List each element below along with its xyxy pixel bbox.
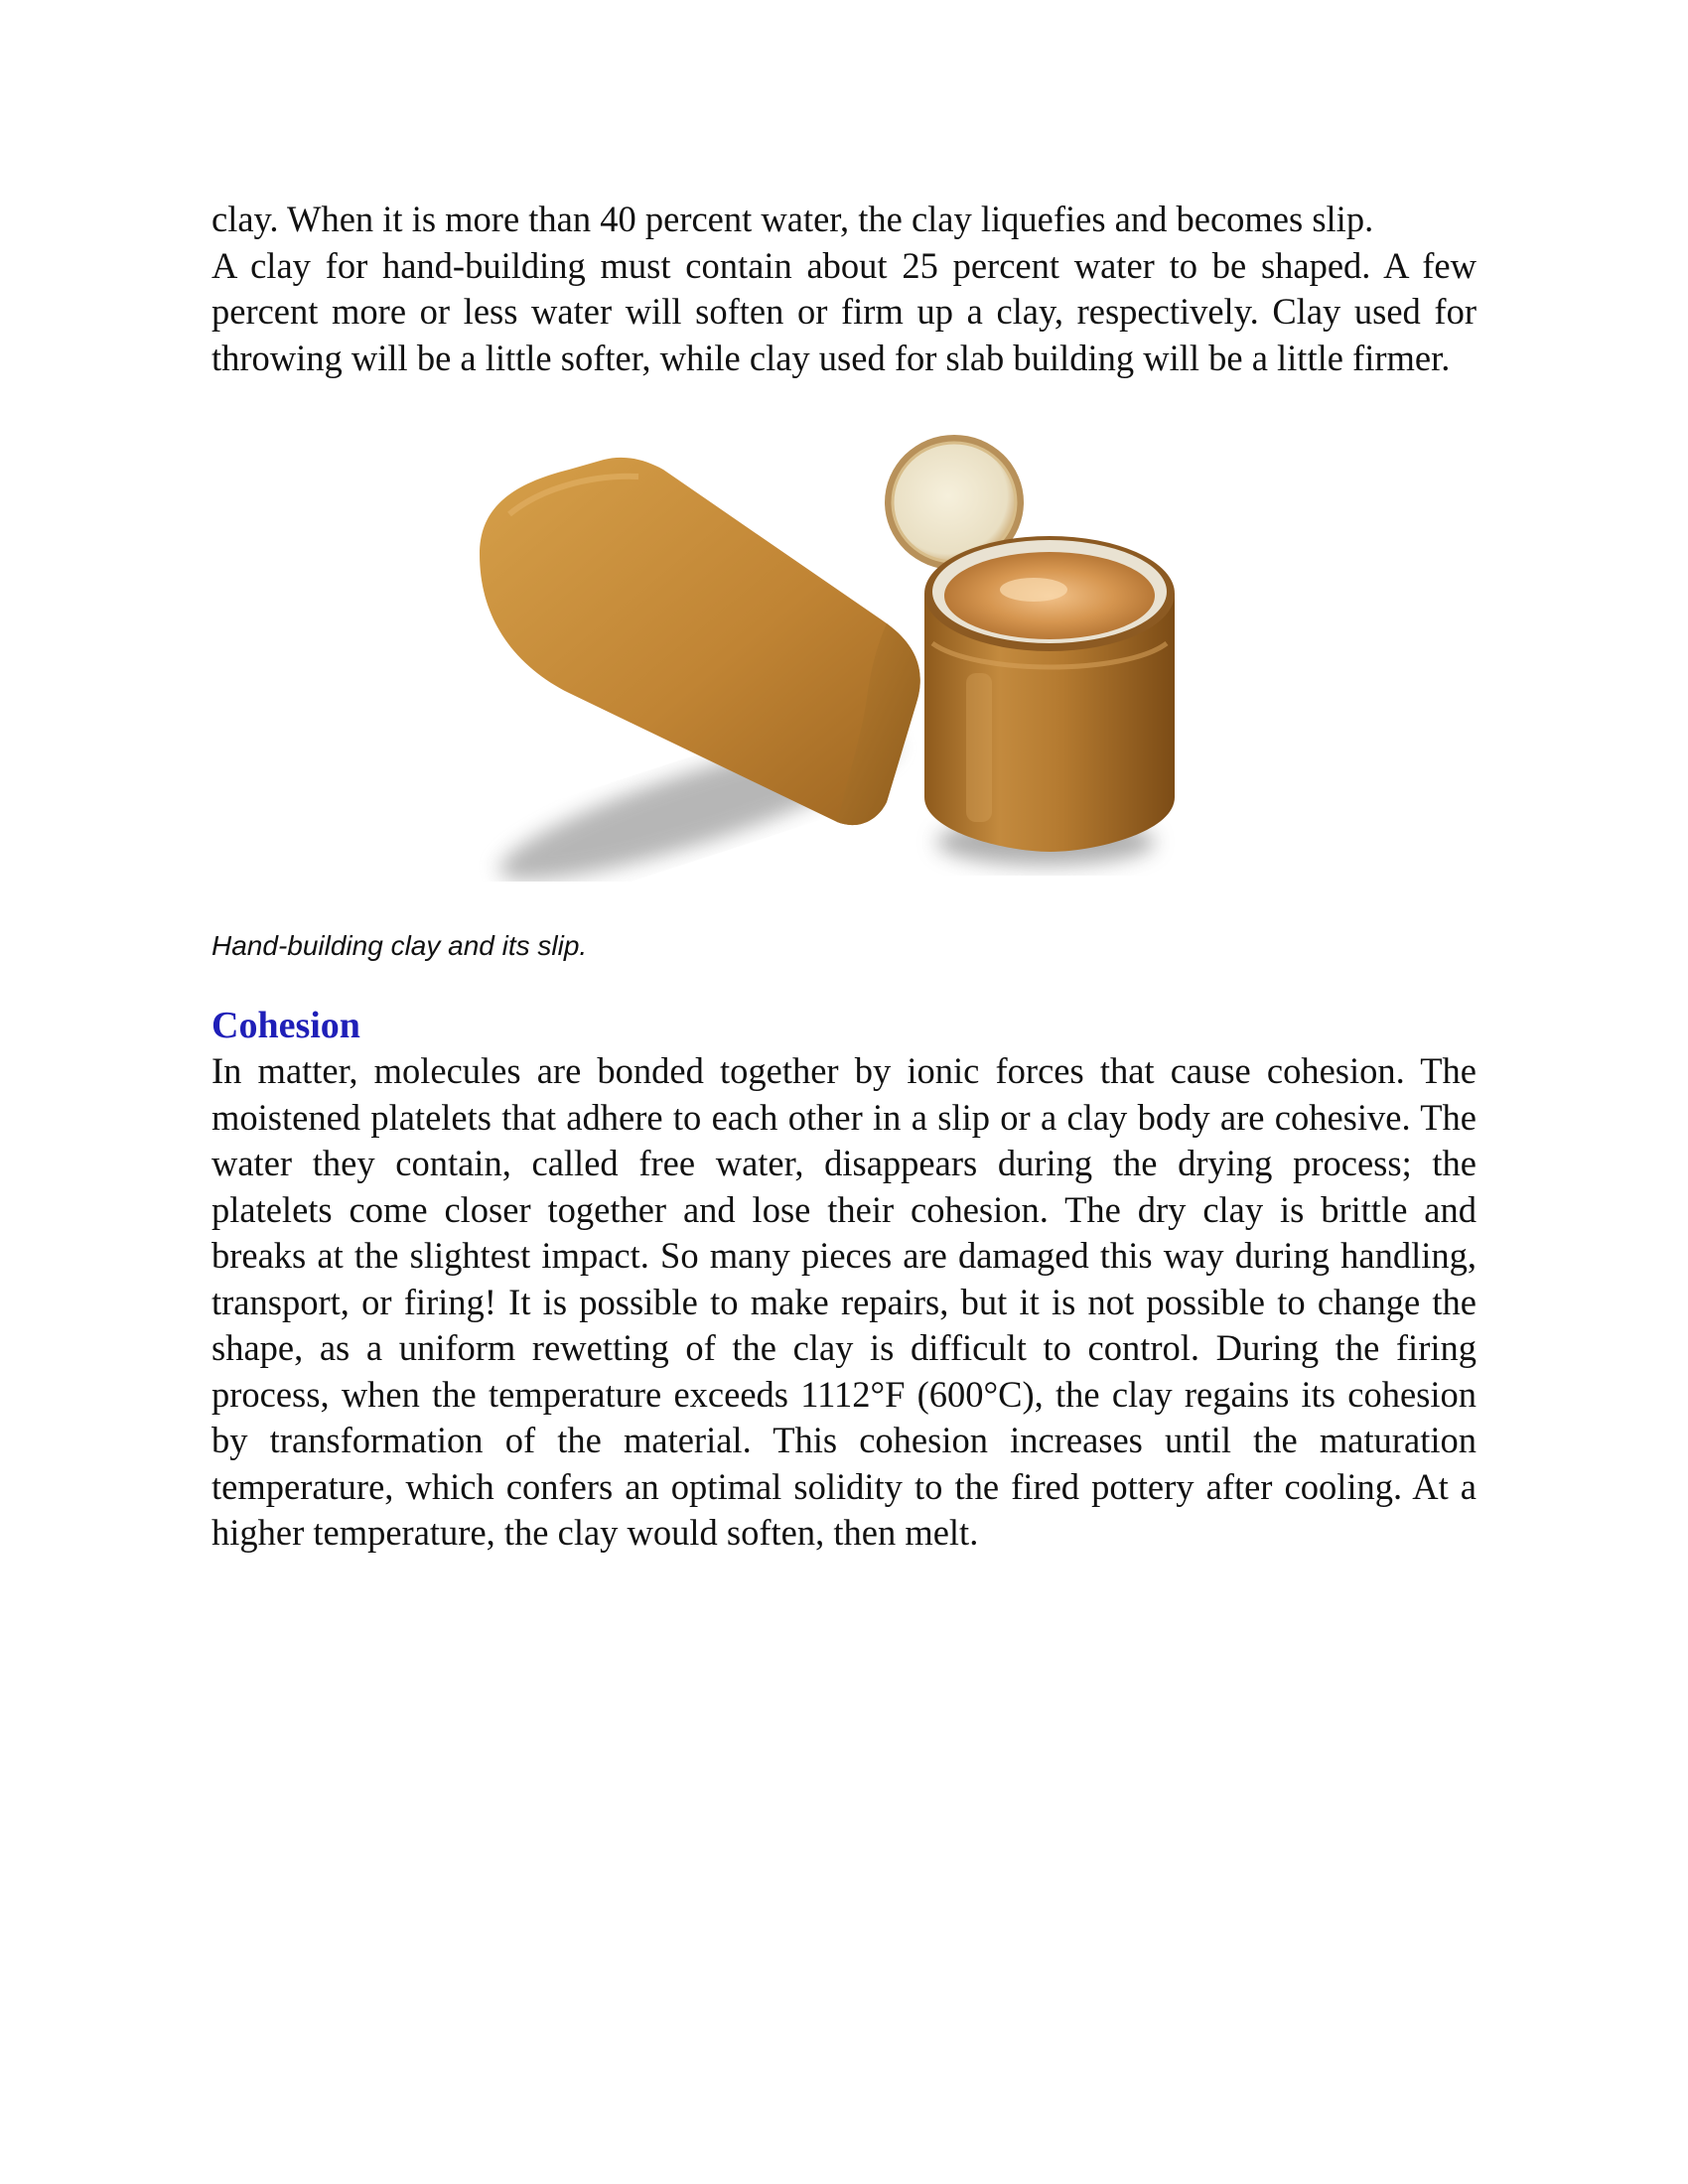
figure-caption: Hand-building clay and its slip.	[211, 930, 588, 961]
paragraph-water-content: A clay for hand-building must contain about 25 percent water to be shaped. A few percent more or less water will soften or firm up a clay, respectively. Clay used for throwing will be a little softer, while clay used for slab building will be a little firmer.	[211, 244, 1477, 378]
document-page	[211, 197, 1477, 1557]
paragraph-clay-liquefies: clay. When it is more than 40 percent water, the clay liquefies and becomes slip.	[211, 199, 1374, 239]
figure-clay-and-slip	[211, 415, 1477, 882]
section-heading-cohesion: Cohesion	[211, 1005, 360, 1046]
clay-and-slip-photo	[450, 415, 1244, 882]
slip-jar	[924, 536, 1175, 852]
paragraph-cohesion: In matter, molecules are bonded together by ionic forces that cause cohesion. The moistened platelets that adhere to each other in a slip or a clay body are cohesive. The water they contain, called free water, disappears during the drying process; the platelets come closer together and lose their cohesion. The dry clay is brittle and breaks at the slightest impact. So many pieces are damaged this way during handling, transport, or firing! It is possible to make repairs, but it is not possible to change the shape, as a uniform rewetting of the clay is difficult to control. During the firing process, when the temperature exceeds 1112°F (600°C), the clay regains its cohesion by transformation of the material. This cohesion increases until the maturation temperature, which confers an optimal solidity to the fired pottery after cooling. At a higher temperature, the clay would soften, then melt.	[211, 1050, 1477, 1553]
